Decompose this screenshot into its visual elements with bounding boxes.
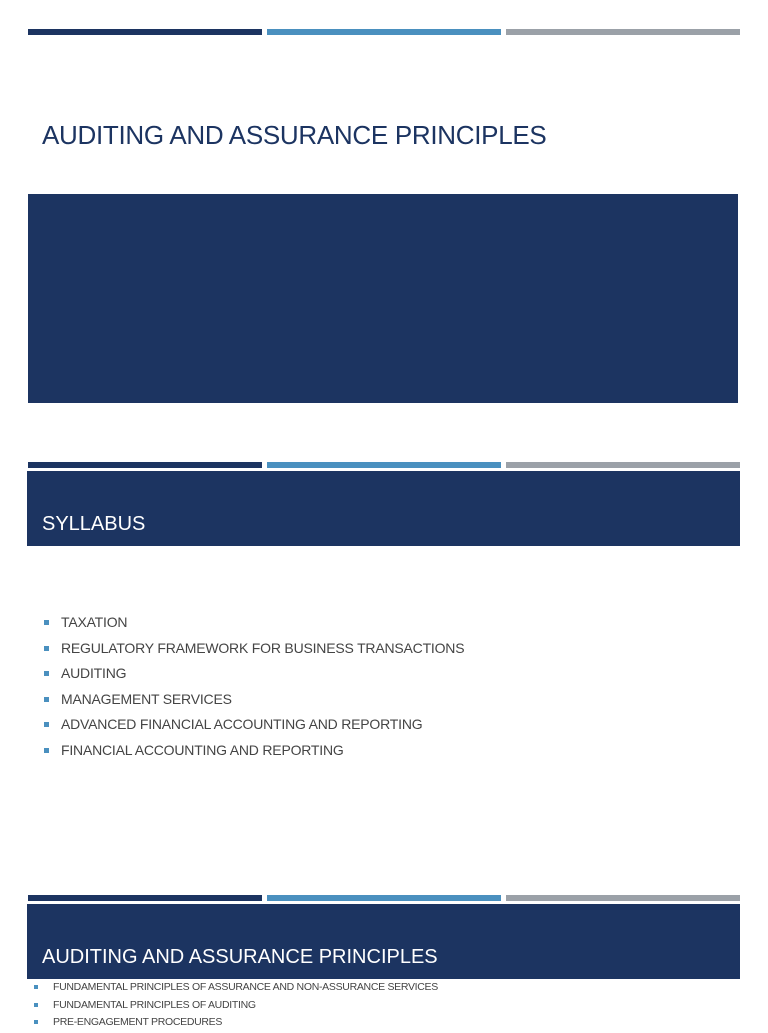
accent-stripes: [28, 895, 740, 901]
list-item-text: AUDITING: [61, 665, 127, 681]
stripe-blue: [267, 895, 501, 901]
slide-title-heading: AUDITING AND ASSURANCE PRINCIPLES: [42, 120, 547, 150]
list-item-text: FINANCIAL ACCOUNTING AND REPORTING: [61, 741, 344, 758]
list-item: [34, 980, 438, 998]
principles-heading: AUDITING AND ASSURANCE PRINCIPLES: [42, 946, 438, 968]
list-item-text: TAXATION: [61, 614, 128, 630]
list-item-text: REGULATORY FRAMEWORK FOR BUSINESS TRANSACTIONS: [61, 639, 465, 656]
bullet-square-icon: [34, 985, 38, 989]
list-item-text: ADVANCED FINANCIAL ACCOUNTING AND REPORTING: [61, 716, 423, 732]
list-item-text: FUNDAMENTAL PRINCIPLES OF AUDITING: [53, 998, 256, 1011]
principles-list: [34, 980, 438, 1033]
syllabus-heading: SYLLABUS: [42, 513, 146, 535]
list-item-text: MANAGEMENT SERVICES: [61, 690, 232, 707]
bullet-square-icon: [34, 1020, 38, 1024]
stripe-navy: [28, 895, 262, 901]
list-item: [34, 998, 438, 1016]
list-item-text: FUNDAMENTAL PRINCIPLES OF ASSURANCE AND NON-ASSURANCE SERVICES: [53, 981, 438, 993]
list-item-text: PRE-ENGAGEMENT PROCEDURES: [53, 1016, 223, 1028]
stripe-gray: [506, 895, 740, 901]
principles-header-band: [27, 904, 740, 979]
bullet-square-icon: [34, 1003, 38, 1007]
